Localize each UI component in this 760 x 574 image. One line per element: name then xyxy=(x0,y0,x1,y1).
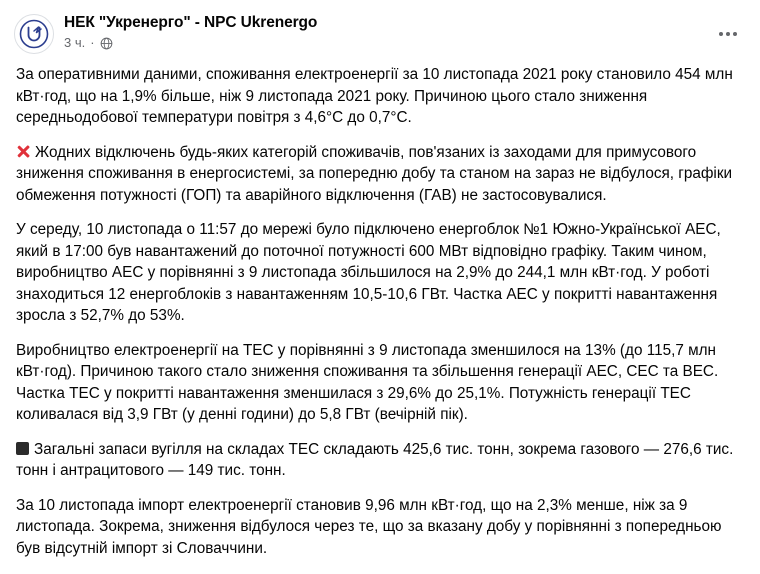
avatar[interactable] xyxy=(14,14,54,54)
paragraph-text: Загальні запаси вугілля на складах ТЕС складають 425,6 тис. тонн, зокрема газового — 276,6 тис. тонн і антрацитового — 149 тис. тонн. xyxy=(16,440,734,479)
post-header xyxy=(14,10,746,64)
ukrenergo-logo-icon xyxy=(19,19,49,49)
more-dot xyxy=(733,32,737,36)
meta-separator: · xyxy=(90,35,95,50)
paragraph-text: Жодних відключень будь-яких категорій споживачів, пов'язаних із заходами для примусового зниження споживання в енергосистемі, за попередню добу та станом на зараз не відбулося, графіки обмеження потужності (ГОП) та аварійного відключення (ГАВ) не застосовувалися. xyxy=(16,143,733,204)
post-paragraph xyxy=(16,142,744,207)
post-paragraph xyxy=(16,64,744,129)
post-paragraph xyxy=(16,495,744,560)
paragraph-text: За 10 листопада імпорт електроенергії становив 9,96 млн кВт·год, що на 2,3% менше, ніж за 9 листопада. Зокрема, зниження відбулося через те, що за вказану добу у порівнянні з попередньою був відсутній імпорт зі Словаччини. xyxy=(16,496,722,557)
page-name[interactable]: НЕК "Укренерго" - NPC Ukrenergo xyxy=(64,14,318,31)
post-paragraph xyxy=(16,439,744,482)
more-dot xyxy=(719,32,723,36)
post-body xyxy=(14,64,746,559)
more-options-icon[interactable] xyxy=(712,18,744,50)
post-meta xyxy=(64,35,317,51)
black-square-icon xyxy=(16,442,29,455)
paragraph-text: У середу, 10 листопада о 11:57 до мережі було підключено енергоблок №1 Южно-Української АЕС, який в 17:00 був навантажений до поточної потужності 600 МВт відповідно графіку. Таким чином, виробництво АЕС у порівнянні з 9 листопада збільшилося на 2,9% до 244,1 млн кВт·год. У роботі знаходиться 12 енергоблоків з навантаженням 10,5-10,6 ГВт. Частка АЕС у покритті навантаження зросла з 52,7% до 53%. xyxy=(16,221,721,324)
more-dot xyxy=(726,32,730,36)
header-text xyxy=(64,12,317,51)
paragraph-text: За оперативними даними, споживання електроенергії за 10 листопада 2021 року становило 454 млн кВт·год, що на 1,9% більше, ніж 9 листопада 2021 року. Причиною цього стало зниження середньодобової температури повітря з 4,6°С до 0,7°С. xyxy=(16,66,733,126)
post-timestamp[interactable]: 3 ч. xyxy=(64,35,86,50)
post-paragraph xyxy=(16,219,744,327)
cross-mark-icon xyxy=(16,144,31,159)
globe-icon[interactable] xyxy=(100,37,113,50)
paragraph-text: Виробництво електроенергії на ТЕС у порівнянні з 9 листопада зменшилося на 13% (до 115,7 млн кВт·год). Причиною такого стало зниження споживання та збільшення генерації АЕС, СЕС та ВЕС. Частка ТЕС у покритті навантаження зменшилася з 29,6% до 25,1%. Потужність генерації ТЕС коливалася від 3,9 ГВт (у денні години) до 5,8 ГВт (вечірній пік). xyxy=(16,341,719,423)
post-paragraph xyxy=(16,340,744,426)
